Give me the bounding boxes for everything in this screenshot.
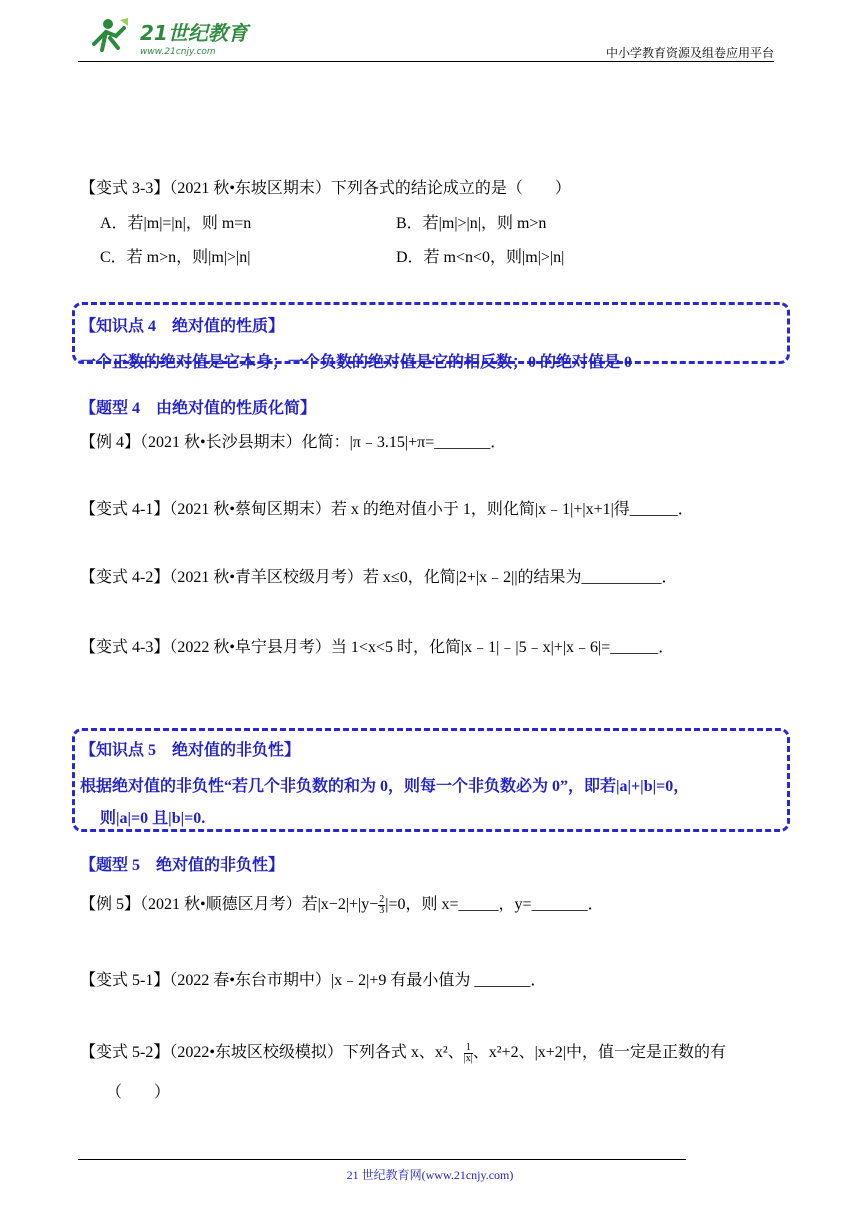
type-4-title: 【题型 4 由绝对值的性质化简】 [80,400,317,417]
site-logo [88,14,258,58]
fraction-one-over-abs-x [464,1043,473,1064]
option-b: B．若|m|>|n|，则 m>n [396,215,547,232]
example-5-post: |=0，则 x=_____，y=_______． [385,896,604,913]
variant-5-2-pre: 【变式 5-2】（2022•东坡区校级模拟）下列各式 x、x²、 [80,1044,464,1061]
footer-text: 21 世纪教育网(www.21cnjy.com) [346,1168,514,1182]
variant-4-1: 【变式 4-1】（2021 秋•蔡甸区期末）若 x 的绝对值小于 1，则化简|x﹣1|+|x+1|得______． [80,501,694,518]
variant-4-2: 【变式 4-2】（2021 秋•青羊区校级月考）若 x≤0，化简|2+|x﹣2||的结果为__________． [80,569,678,586]
fraction-numerator: 2 [379,893,385,905]
question-3-3-stem: 【变式 3-3】（2021 秋•东坡区期末）下列各式的结论成立的是（ ） [80,180,571,197]
type-5-title: 【题型 5 绝对值的非负性】 [80,857,285,874]
option-a: A．若|m|=|n|，则 m=n [100,215,252,232]
platform-name: 中小学教育资源及组卷应用平台 [605,46,774,60]
fraction-numerator: 1 [464,1043,473,1054]
runner-logo-icon [88,14,258,58]
fraction-denominator: 3 [379,904,385,916]
option-d: D．若 m<n<0，则|m|>|n| [396,249,565,266]
variant-4-3: 【变式 4-3】（2022 秋•阜宁县月考）当 1<x<5 时，化简|x﹣1|﹣|5﹣x|+|x﹣6|=______． [80,639,675,656]
knowledge-5-body-2: 则|a|=0 且|b|=0. [100,810,206,827]
knowledge-5-title: 【知识点 5 绝对值的非负性】 [80,742,301,759]
header-divider [78,61,774,62]
knowledge-4-body: 一个正数的绝对值是它本身；一个负数的绝对值是它的相反数；0 的绝对值是 0 [80,354,633,371]
variant-5-2-answer-blank: （ ） [106,1084,171,1101]
variant-5-1: 【变式 5-1】（2022 春•东台市期中）|x﹣2|+9 有最小值为 _______． [80,972,547,989]
knowledge-4-title: 【知识点 4 绝对值的性质】 [80,318,285,335]
example-5 [80,894,604,916]
example-4: 【例 4】（2021 秋•长沙县期末）化简：|π﹣3.15|+π=_______． [80,434,507,451]
logo-sub-text: www.21cnjy.com [140,47,216,57]
logo-main-text: 21世纪教育 [140,21,248,45]
fraction-denominator: |x| [463,1052,473,1064]
footer-divider [78,1159,686,1160]
knowledge-5-body-1: 根据绝对值的非负性“若几个非负数的和为 0，则每一个非负数必为 0”，即若|a|+|b|=0， [80,778,690,795]
variant-5-2 [80,1042,726,1064]
example-5-pre: 【例 5】（2021 秋•顺德区月考）若|x−2|+|y− [80,896,379,913]
option-c: C．若 m>n，则|m|>|n| [100,249,251,266]
variant-5-2-post: 、x²+2、|x+2|中，值一定是正数的有 [472,1044,727,1061]
